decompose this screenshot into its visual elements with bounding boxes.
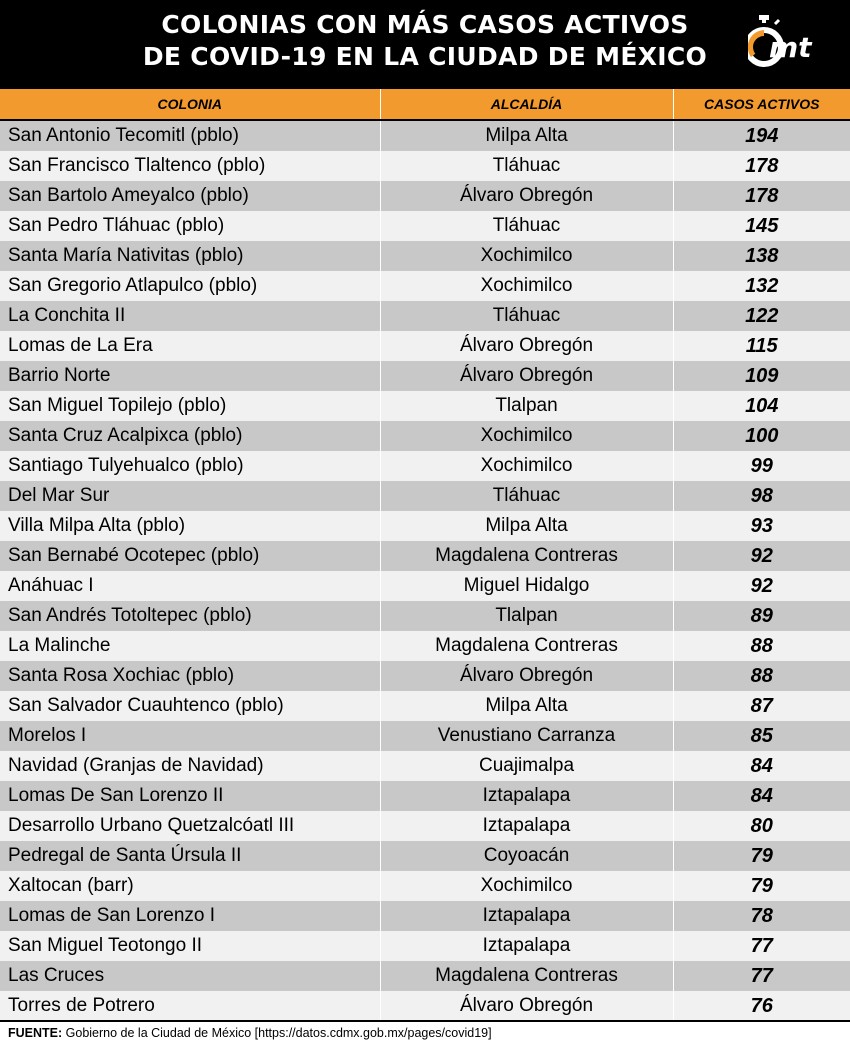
cell-colonia: Navidad (Granjas de Navidad) — [0, 751, 380, 781]
cell-colonia: La Malinche — [0, 631, 380, 661]
table-row — [0, 631, 850, 661]
cell-casos-activos: 84 — [673, 781, 850, 811]
cell-casos-activos: 98 — [673, 481, 850, 511]
cell-colonia: Santa Rosa Xochiac (pblo) — [0, 661, 380, 691]
header-bar — [0, 0, 850, 89]
cell-alcaldia: Iztapalapa — [380, 901, 673, 931]
table-row — [0, 781, 850, 811]
cell-casos-activos: 88 — [673, 661, 850, 691]
cell-alcaldia: Milpa Alta — [380, 511, 673, 541]
table-row — [0, 931, 850, 961]
source-label: FUENTE: — [8, 1026, 63, 1040]
logo-text: mt — [769, 31, 812, 64]
table-row — [0, 361, 850, 391]
cell-colonia: Lomas de La Era — [0, 331, 380, 361]
cell-colonia: San Gregorio Atlapulco (pblo) — [0, 271, 380, 301]
cell-colonia: San Pedro Tláhuac (pblo) — [0, 211, 380, 241]
table-header-row — [0, 89, 850, 120]
cell-casos-activos: 85 — [673, 721, 850, 751]
cell-alcaldia: Venustiano Carranza — [380, 721, 673, 751]
table-row — [0, 601, 850, 631]
cell-alcaldia: Xochimilco — [380, 421, 673, 451]
cell-colonia: La Conchita II — [0, 301, 380, 331]
cell-casos-activos: 89 — [673, 601, 850, 631]
cell-casos-activos: 132 — [673, 271, 850, 301]
cell-casos-activos: 138 — [673, 241, 850, 271]
column-header-casos: CASOS ACTIVOS — [673, 89, 850, 120]
cell-casos-activos: 79 — [673, 871, 850, 901]
cell-casos-activos: 92 — [673, 571, 850, 601]
cell-alcaldia: Xochimilco — [380, 871, 673, 901]
cell-colonia: Villa Milpa Alta (pblo) — [0, 511, 380, 541]
table-row — [0, 391, 850, 421]
cell-casos-activos: 109 — [673, 361, 850, 391]
cell-colonia: San Miguel Topilejo (pblo) — [0, 391, 380, 421]
table-row — [0, 841, 850, 871]
cell-alcaldia: Xochimilco — [380, 451, 673, 481]
cell-colonia: Lomas de San Lorenzo I — [0, 901, 380, 931]
cell-casos-activos: 145 — [673, 211, 850, 241]
cell-casos-activos: 178 — [673, 181, 850, 211]
source-footer — [0, 1020, 850, 1045]
cell-casos-activos: 93 — [673, 511, 850, 541]
mt-logo — [748, 14, 822, 74]
cell-casos-activos: 194 — [673, 120, 850, 151]
cell-colonia: Pedregal de Santa Úrsula II — [0, 841, 380, 871]
cell-alcaldia: Tlalpan — [380, 391, 673, 421]
cell-alcaldia: Magdalena Contreras — [380, 631, 673, 661]
source-text: Gobierno de la Ciudad de México [https://datos.cdmx.gob.mx/pages/covid19] — [62, 1026, 492, 1040]
cell-casos-activos: 80 — [673, 811, 850, 841]
cell-alcaldia: Xochimilco — [380, 271, 673, 301]
cell-casos-activos: 78 — [673, 901, 850, 931]
table-row — [0, 751, 850, 781]
cell-alcaldia: Magdalena Contreras — [380, 961, 673, 991]
cell-casos-activos: 100 — [673, 421, 850, 451]
table-row — [0, 901, 850, 931]
cell-colonia: Torres de Potrero — [0, 991, 380, 1021]
cell-colonia: Barrio Norte — [0, 361, 380, 391]
page-title — [0, 9, 850, 73]
cell-alcaldia: Tláhuac — [380, 481, 673, 511]
table-row — [0, 301, 850, 331]
cell-casos-activos: 84 — [673, 751, 850, 781]
cell-alcaldia: Iztapalapa — [380, 931, 673, 961]
cell-colonia: Santa María Nativitas (pblo) — [0, 241, 380, 271]
cell-colonia: San Francisco Tlaltenco (pblo) — [0, 151, 380, 181]
cell-alcaldia: Tláhuac — [380, 211, 673, 241]
cell-colonia: San Antonio Tecomitl (pblo) — [0, 120, 380, 151]
cell-casos-activos: 77 — [673, 931, 850, 961]
cases-table — [0, 89, 850, 1021]
cell-colonia: San Andrés Totoltepec (pblo) — [0, 601, 380, 631]
cell-alcaldia: Cuajimalpa — [380, 751, 673, 781]
column-header-colonia: COLONIA — [0, 89, 380, 120]
cell-colonia: Las Cruces — [0, 961, 380, 991]
cell-casos-activos: 79 — [673, 841, 850, 871]
table-row — [0, 571, 850, 601]
cell-casos-activos: 87 — [673, 691, 850, 721]
cell-colonia: Morelos I — [0, 721, 380, 751]
table-row — [0, 721, 850, 751]
table-row — [0, 661, 850, 691]
cell-alcaldia: Coyoacán — [380, 841, 673, 871]
table-row — [0, 811, 850, 841]
cell-alcaldia: Miguel Hidalgo — [380, 571, 673, 601]
table-row — [0, 120, 850, 151]
column-header-alcaldia: ALCALDÍA — [380, 89, 673, 120]
table-row — [0, 211, 850, 241]
title-line-2: DE COVID-19 EN LA CIUDAD DE MÉXICO — [142, 42, 708, 71]
cell-casos-activos: 104 — [673, 391, 850, 421]
table-row — [0, 151, 850, 181]
cell-casos-activos: 178 — [673, 151, 850, 181]
title-line-1: COLONIAS CON MÁS CASOS ACTIVOS — [161, 10, 689, 39]
cell-casos-activos: 115 — [673, 331, 850, 361]
table-row — [0, 271, 850, 301]
cell-alcaldia: Iztapalapa — [380, 781, 673, 811]
table-row — [0, 511, 850, 541]
table-row — [0, 871, 850, 901]
cell-alcaldia: Iztapalapa — [380, 811, 673, 841]
table-row — [0, 481, 850, 511]
cell-casos-activos: 77 — [673, 961, 850, 991]
cell-casos-activos: 99 — [673, 451, 850, 481]
cell-colonia: San Salvador Cuauhtenco (pblo) — [0, 691, 380, 721]
table-row — [0, 451, 850, 481]
cell-alcaldia: Tláhuac — [380, 151, 673, 181]
cell-alcaldia: Álvaro Obregón — [380, 361, 673, 391]
cell-alcaldia: Milpa Alta — [380, 691, 673, 721]
table-body — [0, 120, 850, 1021]
cell-colonia: Santa Cruz Acalpixca (pblo) — [0, 421, 380, 451]
cell-alcaldia: Milpa Alta — [380, 120, 673, 151]
table-row — [0, 181, 850, 211]
cell-colonia: Del Mar Sur — [0, 481, 380, 511]
cell-alcaldia: Álvaro Obregón — [380, 331, 673, 361]
cell-alcaldia: Álvaro Obregón — [380, 181, 673, 211]
cell-alcaldia: Tláhuac — [380, 301, 673, 331]
cell-colonia: Xaltocan (barr) — [0, 871, 380, 901]
cell-casos-activos: 88 — [673, 631, 850, 661]
cell-colonia: Santiago Tulyehualco (pblo) — [0, 451, 380, 481]
cell-casos-activos: 122 — [673, 301, 850, 331]
cell-alcaldia: Tlalpan — [380, 601, 673, 631]
cell-colonia: Lomas De San Lorenzo II — [0, 781, 380, 811]
table-row — [0, 991, 850, 1021]
cell-alcaldia: Magdalena Contreras — [380, 541, 673, 571]
table-row — [0, 421, 850, 451]
cell-casos-activos: 76 — [673, 991, 850, 1021]
table-row — [0, 691, 850, 721]
cell-colonia: Anáhuac I — [0, 571, 380, 601]
cell-colonia: San Bartolo Ameyalco (pblo) — [0, 181, 380, 211]
cell-colonia: San Bernabé Ocotepec (pblo) — [0, 541, 380, 571]
table-row — [0, 331, 850, 361]
cell-colonia: San Miguel Teotongo II — [0, 931, 380, 961]
table-row — [0, 241, 850, 271]
table-row — [0, 961, 850, 991]
table-row — [0, 541, 850, 571]
cell-alcaldia: Álvaro Obregón — [380, 661, 673, 691]
cell-alcaldia: Xochimilco — [380, 241, 673, 271]
cell-colonia: Desarrollo Urbano Quetzalcóatl III — [0, 811, 380, 841]
cell-alcaldia: Álvaro Obregón — [380, 991, 673, 1021]
cell-casos-activos: 92 — [673, 541, 850, 571]
